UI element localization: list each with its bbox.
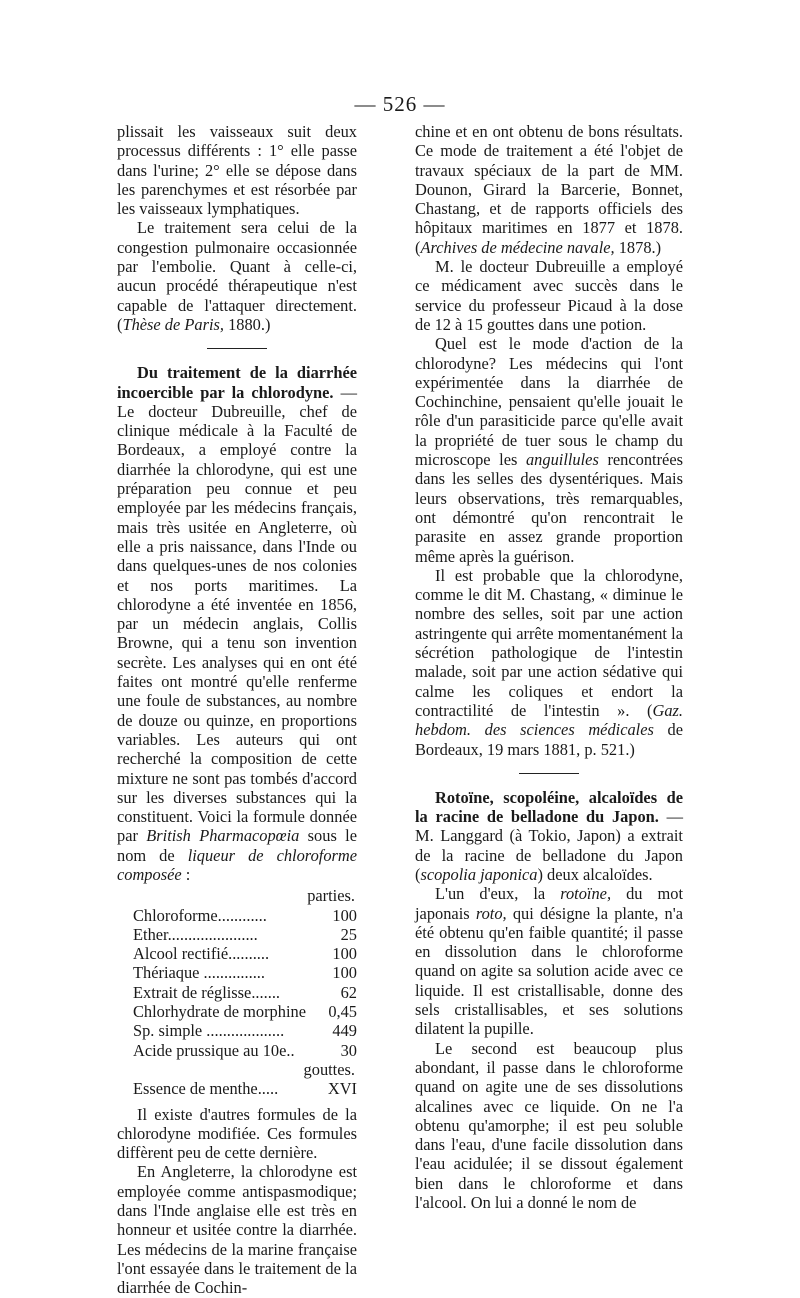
paragraph <box>415 566 683 759</box>
citation: Gaz. hebdom. des sciences médicales <box>415 700 683 740</box>
ingredient: Alcool rectifié.......... <box>133 944 270 964</box>
formula-table <box>117 886 357 1098</box>
ingredient: Acide prussique au 10e.. <box>133 1040 295 1060</box>
left-column <box>117 122 357 1298</box>
formula-row <box>117 1041 357 1060</box>
citation: scopolia japonica <box>420 864 538 884</box>
quantity: 100 <box>332 905 357 925</box>
paragraph: M. le docteur Dubreuille a employé ce médicament avec succès dans le service du professeur Picaud à la dose de 12 à 15 gouttes dans une potion. <box>415 257 683 334</box>
citation: Thèse de Paris, <box>122 314 224 334</box>
paragraph: Il existe d'autres formules de la chlorodyne modifiée. Ces formules diffèrent peu de cette dernière. <box>117 1104 357 1163</box>
formula-row <box>117 944 357 963</box>
quantity: 100 <box>332 963 357 983</box>
ingredient: Thériaque ............... <box>133 963 265 983</box>
text: chine et en ont obtenu de bons résultats. Ce mode de traitement a été l'objet de travaux spéciaux de la part de MM. Dounon, Girard la Barcerie, Bonnet, Chastang, et de rapports officiels des hôpitaux maritimes en 1877 et 1878. ( <box>415 122 683 257</box>
section-divider <box>519 773 579 774</box>
formula-unit: gouttes. <box>303 1059 355 1079</box>
citation: anguillules <box>525 450 599 470</box>
text: L'un d'eux, la <box>435 884 561 904</box>
ingredient: Extrait de réglisse....... <box>133 982 281 1002</box>
citation: Archives de médecine navale, <box>420 237 615 257</box>
quantity: 449 <box>332 1021 357 1041</box>
paragraph <box>415 884 683 1038</box>
text: rencontrées dans les selles des dysentériques. Mais leurs observations, très remarquables, ont démontré qu'on rencontrait le parasite en assez grande proportion même après la guérison. <box>415 450 683 566</box>
article-heading: Du traitement de la diarrhée incoercible par la chlorodyne. <box>117 363 357 402</box>
quantity: 25 <box>340 924 357 944</box>
term: roto, <box>475 903 507 923</box>
text: — Le docteur Dubreuille, chef de clinique médicale à la Faculté de Bordeaux, a employé contre la diarrhée la chlorodyne, qui est une préparation peu connue et peu employée par les médecins français, mais très usitée en Angleterre, où elle a pris naissance, dans l'Inde ou dans quelques-unes de nos colonies et nos ports maritimes. La chlorodyne a été inventée en 1856, par un médecin anglais, Collis Browne, qui a tenu son invention secrète. Les analyses qui en ont été faites ont montré qu'elle renferme une foule de substances, au nombre de douze ou quinze, en proportions variables. Les auteurs qui ont recherché la composition de cette mixture ne sont pas tombés d'accord sur les diverses substances qui la constituent. Voici la formule donnée par <box>117 382 357 846</box>
term: rotoïne, <box>560 884 612 904</box>
ingredient: Ether...................... <box>133 924 258 944</box>
quantity: XVI <box>327 1079 357 1099</box>
text: Il est probable que la chlorodyne, comme le dit M. Chastang, « diminue le nombre des selles, soit par une action astringente qui arrête momentanément la sécrétion pathologique de l'intestin malade, soit par une action sédative qui calme les coliques et endort la contractilité de l'intestin ». ( <box>415 565 683 720</box>
page-number: — 526 — <box>354 92 446 116</box>
paragraph <box>117 218 357 334</box>
formula-row <box>117 963 357 982</box>
quantity: 100 <box>332 944 357 964</box>
text: 1878.) <box>614 237 662 257</box>
text: de Bordeaux, 19 mars 1881, p. 521.) <box>415 720 683 759</box>
text: Quel est le mode d'action de la chlorodyne? Les médecins qui l'ont expérimentée dans la diarrhée de Cochinchine, pensaient qu'elle jouait le rôle d'un parasiticide parce qu'elle avait la propriété de tuer sous le champ du microscope les <box>415 334 683 470</box>
text: ) deux alcaloïdes. <box>537 864 653 884</box>
ingredient: Essence de menthe..... <box>133 1079 279 1099</box>
formula-row <box>117 983 357 1002</box>
formula-row <box>117 906 357 925</box>
formula-row <box>117 1021 357 1040</box>
ingredient: Chlorhydrate de morphine <box>133 1002 306 1022</box>
article-heading: Rotoïne, scopoléine, alcaloïdes de la racine de belladone du Japon. <box>415 787 683 827</box>
article-paragraph <box>415 788 683 884</box>
text: — M. Langgard (à Tokio, Japon) a extrait de la racine de belladone du Japon ( <box>415 807 683 884</box>
formula-unit: parties. <box>307 886 355 906</box>
quantity: 0,45 <box>328 1002 357 1022</box>
citation: British Pharmacopœia <box>146 826 300 846</box>
quantity: 62 <box>340 982 357 1002</box>
paragraph: Le second est beaucoup plus abondant, il passe dans le chloroforme quand on agite une de ses dissolutions alcalines avec ce liquide. On ne l'a obtenu qu'amorphe; il est peu soluble dans l'eau, d'une facile dissolution dans l'eau acidulée; il se dissout également bien dans le chloroforme et dans l'alcool. On lui a donné le nom de <box>415 1038 683 1213</box>
section-divider <box>207 348 267 349</box>
ingredient: Sp. simple ................... <box>133 1021 285 1041</box>
paragraph: plissait les vaisseaux suit deux processus différents : 1° elle passe dans l'urine; 2° elle se dépose dans les parenchymes et est résorbée par les vaisseaux lymphatiques. <box>117 122 357 219</box>
formula-row <box>117 1079 357 1098</box>
text: Le traitement sera celui de la congestion pulmonaire occasionnée par l'embolie. Quant à celle-ci, aucun procédé thérapeutique n'est capable de l'attaquer directement. ( <box>117 218 357 334</box>
text: du mot japonais <box>415 884 683 923</box>
text: sous le nom de <box>117 826 357 865</box>
quantity: 30 <box>340 1040 357 1060</box>
formula-row <box>117 1002 357 1021</box>
text: : <box>181 864 191 884</box>
paragraph <box>415 334 683 566</box>
text: 1880.) <box>224 314 271 334</box>
paragraph: En Angleterre, la chlorodyne est employée comme antispasmodique; dans l'Inde anglaise elle est très en honneur et usitée contre la diarrhée. Les médecins de la marine française l'ont essayée dans le traitement de la diarrhée de Cochin- <box>117 1162 357 1298</box>
ingredient: Chloroforme............ <box>133 905 267 925</box>
formula-row <box>117 925 357 944</box>
text: qui désigne la plante, n'a été obtenu qu'en faible quantité; il passe en dissolution dans le chloroforme quand on agite sa solution acide avec ce liquide. Il est cristallisable, donne des sels cristallisables, et ses solutions dilatent la pupille. <box>415 903 683 1039</box>
article-paragraph <box>117 363 357 884</box>
paragraph <box>415 122 683 257</box>
citation: liqueur de chloroforme composée <box>117 845 357 884</box>
right-column <box>415 122 683 1212</box>
